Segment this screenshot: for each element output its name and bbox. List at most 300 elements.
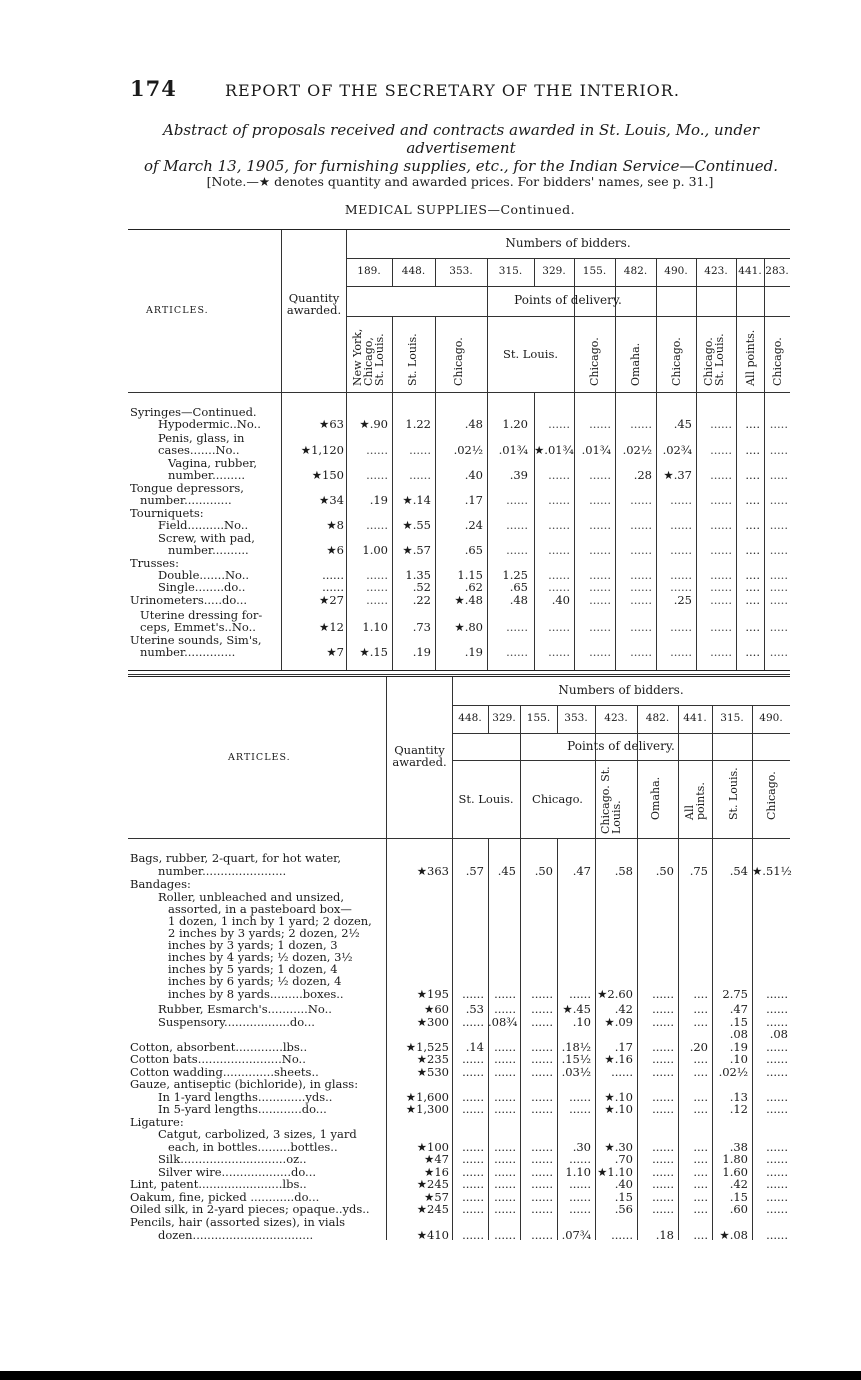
price-cell: ...... bbox=[494, 1140, 516, 1154]
price-cell: ...... bbox=[589, 593, 611, 607]
bidder-number: 490. bbox=[759, 712, 783, 724]
quantity-awarded: ★12 bbox=[319, 620, 344, 634]
price-cell: ...... bbox=[611, 1065, 633, 1079]
article-label: cases.......No.. bbox=[158, 443, 240, 457]
price-cell: ...... bbox=[531, 1040, 553, 1054]
point-of-delivery: St. Louis. bbox=[406, 333, 419, 386]
price-cell: ...... bbox=[462, 1177, 484, 1191]
price-cell: ...... bbox=[710, 443, 732, 457]
report-title: REPORT OF THE SECRETARY OF THE INTERIOR. bbox=[224, 81, 680, 100]
price-cell: .47 bbox=[729, 1002, 748, 1016]
price-cell: ...... bbox=[494, 1052, 516, 1066]
price-cell: ★.15 bbox=[359, 645, 388, 659]
price-cell: .39 bbox=[509, 468, 528, 482]
price-cell: ...... bbox=[462, 1102, 484, 1116]
price-cell: ..... bbox=[769, 645, 788, 659]
price-cell: .62 bbox=[464, 580, 483, 594]
price-cell: ...... bbox=[531, 1102, 553, 1116]
price-cell: .10 bbox=[729, 1052, 748, 1066]
price-cell: ...... bbox=[766, 987, 788, 1001]
price-cell: .50 bbox=[655, 864, 674, 878]
point-of-delivery: St. Louis. bbox=[727, 767, 740, 820]
price-cell: ...... bbox=[531, 1165, 553, 1179]
price-cell: ...... bbox=[531, 1065, 553, 1079]
price-cell: ...... bbox=[652, 1015, 674, 1029]
article-label: ceps, Emmet's..No.. bbox=[140, 620, 256, 634]
divider bbox=[696, 258, 697, 670]
bidder-number: 329. bbox=[492, 712, 516, 724]
price-cell: .73 bbox=[412, 620, 431, 634]
price-cell: ...... bbox=[766, 1002, 788, 1016]
price-cell: ...... bbox=[569, 1152, 591, 1166]
article-label: Oakum, fine, picked ............do... bbox=[130, 1190, 320, 1204]
bidder-number: 448. bbox=[458, 712, 482, 724]
price-cell: ...... bbox=[652, 1040, 674, 1054]
price-cell: .15½ bbox=[561, 1052, 591, 1066]
price-cell: .... bbox=[693, 1102, 708, 1116]
price-cell: .08 bbox=[729, 1027, 748, 1041]
points-header: Points of delivery. bbox=[514, 293, 622, 307]
quantity-awarded: ★300 bbox=[416, 1015, 449, 1029]
quantity-awarded: ★57 bbox=[424, 1190, 449, 1204]
price-cell: ...... bbox=[531, 1228, 553, 1242]
price-cell: .14 bbox=[465, 1040, 484, 1054]
article-label: Vagina, rubber, bbox=[168, 456, 258, 470]
price-cell: ...... bbox=[589, 493, 611, 507]
price-cell: ...... bbox=[548, 493, 570, 507]
price-cell: ★1.10 bbox=[597, 1165, 633, 1179]
price-cell: ...... bbox=[548, 543, 570, 557]
price-cell: .40 bbox=[464, 468, 483, 482]
price-cell: ...... bbox=[670, 620, 692, 634]
quantity-awarded: ★47 bbox=[424, 1152, 449, 1166]
price-cell: .... bbox=[745, 645, 760, 659]
price-cell: ...... bbox=[766, 1140, 788, 1154]
article-label: Suspensory..................do... bbox=[158, 1015, 315, 1029]
price-cell: ...... bbox=[652, 1165, 674, 1179]
price-cell: ...... bbox=[589, 417, 611, 431]
price-cell: .18 bbox=[655, 1228, 674, 1242]
quantity-awarded: ★530 bbox=[416, 1065, 449, 1079]
price-cell: ..... bbox=[769, 543, 788, 557]
price-cell: .57 bbox=[465, 864, 484, 878]
article-label: number............. bbox=[140, 493, 232, 507]
price-cell: .45 bbox=[497, 864, 516, 878]
price-cell: ...... bbox=[494, 1152, 516, 1166]
bidder-number: 441. bbox=[683, 712, 707, 724]
article-label: Catgut, carbolized, 3 sizes, 1 yard bbox=[158, 1127, 357, 1141]
point-of-delivery: Chicago. bbox=[765, 771, 778, 820]
price-cell: ...... bbox=[531, 1015, 553, 1029]
divider bbox=[392, 316, 393, 670]
bidder-number: 353. bbox=[564, 712, 588, 724]
price-cell: .50 bbox=[534, 864, 553, 878]
divider bbox=[435, 316, 436, 670]
price-cell: ...... bbox=[462, 1228, 484, 1242]
article-label: number.............. bbox=[140, 645, 236, 659]
point-of-delivery: New York, Chicago, St. Louis. bbox=[351, 328, 386, 386]
price-cell: ...... bbox=[494, 1090, 516, 1104]
quantity-awarded: ★245 bbox=[416, 1202, 449, 1216]
price-cell: ...... bbox=[494, 1228, 516, 1242]
point-of-delivery: All points. bbox=[744, 329, 757, 386]
price-cell: .60 bbox=[729, 1202, 748, 1216]
bidder-number: 482. bbox=[623, 265, 648, 277]
price-cell: ..... bbox=[769, 493, 788, 507]
price-cell: 1.60 bbox=[722, 1165, 748, 1179]
price-cell: ...... bbox=[766, 1228, 788, 1242]
price-cell: ...... bbox=[589, 468, 611, 482]
price-cell: .02½ bbox=[622, 443, 652, 457]
price-cell: .... bbox=[745, 493, 760, 507]
price-cell: ...... bbox=[630, 580, 652, 594]
price-cell: .02½ bbox=[453, 443, 483, 457]
price-cell: ...... bbox=[462, 1202, 484, 1216]
price-cell: .75 bbox=[689, 864, 708, 878]
article-label: Hypodermic..No.. bbox=[158, 417, 261, 431]
point-of-delivery: Chicago. bbox=[452, 337, 465, 386]
divider bbox=[656, 258, 657, 670]
price-cell: ...... bbox=[409, 468, 431, 482]
price-cell: .01¾ bbox=[498, 443, 528, 457]
price-cell: .... bbox=[693, 1228, 708, 1242]
page-header bbox=[130, 76, 790, 101]
price-cell: .... bbox=[693, 1190, 708, 1204]
price-cell: ...... bbox=[569, 1102, 591, 1116]
price-cell: ...... bbox=[531, 987, 553, 1001]
price-cell: .12 bbox=[729, 1102, 748, 1116]
price-cell: .10 bbox=[572, 1015, 591, 1029]
price-cell: ...... bbox=[710, 645, 732, 659]
price-cell: ...... bbox=[548, 518, 570, 532]
price-cell: ...... bbox=[652, 1152, 674, 1166]
divider bbox=[346, 316, 790, 317]
article-label: Cotton bats.......................No.. bbox=[130, 1052, 306, 1066]
price-cell: .19 bbox=[412, 645, 431, 659]
price-cell: ...... bbox=[710, 468, 732, 482]
price-cell: .30 bbox=[572, 1140, 591, 1154]
price-cell: ...... bbox=[462, 1152, 484, 1166]
price-cell: ...... bbox=[494, 987, 516, 1001]
bidder-number: 423. bbox=[704, 265, 728, 277]
price-cell: ...... bbox=[670, 518, 692, 532]
price-cell: .... bbox=[693, 1140, 708, 1154]
note: [Note.—★ denotes quantity and awarded prices. For bidders' names, see p. 31.] bbox=[206, 174, 714, 189]
price-cell: ...... bbox=[494, 1177, 516, 1191]
price-cell: ★.10 bbox=[604, 1102, 633, 1116]
price-cell: ...... bbox=[670, 493, 692, 507]
quantity-awarded: ★195 bbox=[416, 987, 449, 1001]
article-label: Double.......No.. bbox=[158, 568, 250, 582]
price-cell: ...... bbox=[652, 1190, 674, 1204]
price-cell: .... bbox=[693, 1202, 708, 1216]
price-cell: ...... bbox=[506, 620, 528, 634]
price-cell: ...... bbox=[710, 620, 732, 634]
quantity-awarded: ★150 bbox=[311, 468, 344, 482]
article-label: Gauze, antiseptic (bichloride), in glass: bbox=[130, 1077, 359, 1091]
bidder-number: 490. bbox=[664, 265, 688, 277]
article-label: Uterine dressing for- bbox=[140, 608, 263, 622]
price-cell: ...... bbox=[630, 568, 652, 582]
point-of-delivery: Omaha. bbox=[649, 776, 662, 820]
article-label: Bags, rubber, 2-quart, for hot water, bbox=[130, 851, 342, 865]
price-cell: ...... bbox=[531, 1140, 553, 1154]
bidder-number: 423. bbox=[604, 712, 628, 724]
article-label: number.......... bbox=[168, 543, 249, 557]
price-cell: .25 bbox=[673, 593, 692, 607]
price-cell: ...... bbox=[710, 417, 732, 431]
price-cell: ...... bbox=[531, 1202, 553, 1216]
price-cell: ...... bbox=[506, 543, 528, 557]
article-label: dozen................................. bbox=[158, 1228, 314, 1242]
price-cell: ★.80 bbox=[454, 620, 483, 634]
price-cell: .65 bbox=[464, 543, 483, 557]
price-cell: .08 bbox=[769, 1027, 788, 1041]
price-cell: ...... bbox=[462, 1140, 484, 1154]
price-cell: ...... bbox=[462, 987, 484, 1001]
article-label: inches by 4 yards; ½ dozen, 3½ bbox=[168, 950, 353, 964]
price-cell: .19 bbox=[369, 493, 388, 507]
price-cell: .... bbox=[693, 1002, 708, 1016]
quantity-awarded: ★7 bbox=[326, 645, 344, 659]
price-cell: ...... bbox=[611, 1228, 633, 1242]
price-cell: .02½ bbox=[718, 1065, 748, 1079]
quantity-awarded: ★8 bbox=[326, 518, 344, 532]
bidder-number: 329. bbox=[542, 265, 566, 277]
article-label: inches by 8 yards.........boxes.. bbox=[168, 987, 344, 1001]
price-cell: .52 bbox=[412, 580, 431, 594]
price-cell: ...... bbox=[531, 1190, 553, 1204]
price-cell: ...... bbox=[548, 417, 570, 431]
article-label: Field..........No.. bbox=[158, 518, 249, 532]
divider bbox=[452, 733, 790, 734]
quantity-awarded: ★245 bbox=[416, 1177, 449, 1191]
price-cell: ...... bbox=[766, 1190, 788, 1204]
price-cell: .... bbox=[745, 518, 760, 532]
price-cell: ...... bbox=[766, 1090, 788, 1104]
point-of-delivery: Chicago. bbox=[588, 337, 601, 386]
article-label: Silk.............................oz.. bbox=[158, 1152, 307, 1166]
price-cell: .53 bbox=[465, 1002, 484, 1016]
price-cell: ★.16 bbox=[604, 1052, 633, 1066]
price-cell: ...... bbox=[766, 1015, 788, 1029]
price-cell: ..... bbox=[769, 417, 788, 431]
price-cell: .47 bbox=[572, 864, 591, 878]
price-cell: ...... bbox=[589, 568, 611, 582]
price-cell: ...... bbox=[494, 1102, 516, 1116]
article-label: Tourniquets: bbox=[130, 506, 204, 520]
article-label: Bandages: bbox=[130, 877, 191, 891]
price-cell: ..... bbox=[769, 593, 788, 607]
price-cell: ...... bbox=[766, 1202, 788, 1216]
article-label: In 1-yard lengths.............yds.. bbox=[158, 1090, 333, 1104]
price-cell: ...... bbox=[589, 580, 611, 594]
price-cell: ...... bbox=[589, 543, 611, 557]
article-label: Lint, patent.......................lbs.. bbox=[130, 1177, 307, 1191]
article-label: 1 dozen, 1 inch by 1 yard; 2 dozen, bbox=[168, 914, 372, 928]
price-cell: ...... bbox=[366, 468, 388, 482]
price-cell: .65 bbox=[509, 580, 528, 594]
price-cell: ...... bbox=[710, 593, 732, 607]
articles-header: ARTICLES. bbox=[228, 752, 291, 763]
point-of-delivery: Chicago. bbox=[532, 792, 583, 806]
price-cell: ...... bbox=[548, 620, 570, 634]
price-cell: ★.48 bbox=[454, 593, 483, 607]
price-cell: ...... bbox=[531, 1152, 553, 1166]
price-cell: ...... bbox=[710, 580, 732, 594]
price-cell: ...... bbox=[366, 593, 388, 607]
price-cell: ...... bbox=[652, 987, 674, 1001]
price-cell: .01¾ bbox=[581, 443, 611, 457]
price-cell: .28 bbox=[633, 468, 652, 482]
abstract-line-1: Abstract of proposals received and contracts awarded in St. Louis, Mo., under advertisement bbox=[162, 121, 759, 157]
price-cell: .... bbox=[745, 568, 760, 582]
price-cell: ★.14 bbox=[402, 493, 431, 507]
price-cell: ★2.60 bbox=[597, 987, 633, 1001]
point-of-delivery: All points. bbox=[683, 782, 707, 820]
price-cell: .17 bbox=[614, 1040, 633, 1054]
price-cell: ...... bbox=[670, 580, 692, 594]
quantity-header: Quantity awarded. bbox=[286, 291, 342, 317]
bidder-number: 315. bbox=[720, 712, 744, 724]
divider bbox=[574, 258, 575, 670]
price-cell: 2.75 bbox=[722, 987, 748, 1001]
bidders-header: Numbers of bidders. bbox=[558, 683, 684, 697]
price-cell: .03½ bbox=[561, 1065, 591, 1079]
price-cell: ...... bbox=[531, 1052, 553, 1066]
article-label: Oiled silk, in 2-yard pieces; opaque..yds.. bbox=[130, 1202, 370, 1216]
article-label: Uterine sounds, Sim's, bbox=[130, 633, 262, 647]
price-cell: .... bbox=[693, 1052, 708, 1066]
quantity-awarded: ★235 bbox=[416, 1052, 449, 1066]
price-cell: ...... bbox=[766, 1052, 788, 1066]
price-cell: .40 bbox=[614, 1177, 633, 1191]
price-cell: ...... bbox=[494, 1002, 516, 1016]
price-cell: ...... bbox=[652, 1090, 674, 1104]
point-of-delivery: St. Louis. bbox=[502, 347, 558, 361]
price-cell: .58 bbox=[614, 864, 633, 878]
price-cell: .48 bbox=[509, 593, 528, 607]
bidders-header: Numbers of bidders. bbox=[505, 236, 631, 250]
point-of-delivery: Omaha. bbox=[629, 342, 642, 386]
price-cell: .... bbox=[693, 1090, 708, 1104]
price-cell: .42 bbox=[729, 1177, 748, 1191]
price-cell: .15 bbox=[729, 1190, 748, 1204]
price-cell: 1.35 bbox=[405, 568, 431, 582]
bidder-number: 353. bbox=[449, 265, 473, 277]
price-cell: .45 bbox=[673, 417, 692, 431]
quantity-awarded: ★100 bbox=[416, 1140, 449, 1154]
article-label: Trusses: bbox=[130, 556, 179, 570]
price-cell: ...... bbox=[652, 1102, 674, 1116]
price-cell: 1.80 bbox=[722, 1152, 748, 1166]
price-cell: .15 bbox=[614, 1190, 633, 1204]
article-label: each, in bottles.........bottles.. bbox=[168, 1140, 338, 1154]
price-cell: ...... bbox=[494, 1202, 516, 1216]
bidder-number: 189. bbox=[357, 265, 381, 277]
price-cell: ...... bbox=[494, 1190, 516, 1204]
price-cell: ★.10 bbox=[604, 1090, 633, 1104]
price-cell: 1.10 bbox=[362, 620, 388, 634]
price-cell: ...... bbox=[710, 543, 732, 557]
article-label: Screw, with pad, bbox=[158, 531, 255, 545]
page-number: 174 bbox=[130, 76, 177, 101]
price-cell: ..... bbox=[769, 468, 788, 482]
price-cell: .13 bbox=[729, 1090, 748, 1104]
article-label: Rubber, Esmarch's...........No.. bbox=[158, 1002, 332, 1016]
price-cell: ..... bbox=[769, 580, 788, 594]
price-cell: ...... bbox=[766, 1165, 788, 1179]
price-cell: ...... bbox=[531, 1002, 553, 1016]
price-cell: .... bbox=[745, 417, 760, 431]
price-cell: ...... bbox=[506, 518, 528, 532]
price-cell: ...... bbox=[548, 645, 570, 659]
price-cell: .40 bbox=[551, 593, 570, 607]
divider bbox=[346, 286, 790, 287]
abstract-heading bbox=[126, 121, 796, 175]
divider bbox=[736, 258, 737, 670]
price-cell: .07¾ bbox=[561, 1228, 591, 1242]
quantity-awarded: ★410 bbox=[416, 1228, 449, 1242]
abstract-line-2: of March 13, 1905, for furnishing supplies, etc., for the Indian Service—Continued. bbox=[143, 157, 779, 175]
quantity-awarded: ★27 bbox=[319, 593, 344, 607]
divider bbox=[487, 258, 488, 670]
price-cell: 1.00 bbox=[362, 543, 388, 557]
price-cell: .... bbox=[745, 580, 760, 594]
price-cell: ...... bbox=[569, 987, 591, 1001]
price-cell: ...... bbox=[766, 1177, 788, 1191]
bidder-number: 283. bbox=[765, 265, 789, 277]
article-label: number....................... bbox=[158, 864, 287, 878]
price-cell: ...... bbox=[630, 620, 652, 634]
price-cell: .42 bbox=[614, 1002, 633, 1016]
price-cell: .... bbox=[693, 1015, 708, 1029]
price-cell: ...... bbox=[652, 1140, 674, 1154]
price-cell: ...... bbox=[630, 518, 652, 532]
price-cell: 1.22 bbox=[405, 417, 431, 431]
price-cell: ...... bbox=[652, 1052, 674, 1066]
quantity-awarded: ...... bbox=[322, 580, 344, 594]
divider bbox=[128, 392, 790, 393]
article-label: Silver wire...................do... bbox=[158, 1165, 317, 1179]
point-of-delivery: Chicago. St. Louis. bbox=[702, 333, 726, 386]
article-label: Urinometers.....do... bbox=[130, 593, 248, 607]
price-cell: .54 bbox=[729, 864, 748, 878]
price-cell: 1.20 bbox=[502, 417, 528, 431]
divider bbox=[764, 258, 765, 670]
price-cell: ...... bbox=[462, 1190, 484, 1204]
article-label: inches by 3 yards; 1 dozen, 3 bbox=[168, 938, 338, 952]
price-cell: 1.25 bbox=[502, 568, 528, 582]
quantity-awarded: ★1,600 bbox=[405, 1090, 449, 1104]
price-cell: ...... bbox=[652, 1202, 674, 1216]
quantity-awarded: ★60 bbox=[424, 1002, 449, 1016]
price-cell: .... bbox=[745, 443, 760, 457]
price-cell: .17 bbox=[464, 493, 483, 507]
price-cell: .... bbox=[745, 543, 760, 557]
price-cell: 1.10 bbox=[565, 1165, 591, 1179]
article-label: Cotton wadding..............sheets.. bbox=[130, 1065, 319, 1079]
price-cell: ...... bbox=[670, 543, 692, 557]
price-cell: ...... bbox=[366, 568, 388, 582]
price-cell: ...... bbox=[766, 1102, 788, 1116]
price-cell: ★.55 bbox=[402, 518, 431, 532]
price-cell: ...... bbox=[462, 1165, 484, 1179]
price-cell: ★.37 bbox=[663, 468, 692, 482]
price-cell: ...... bbox=[462, 1090, 484, 1104]
price-cell: ...... bbox=[710, 518, 732, 532]
article-label: Tongue depressors, bbox=[130, 481, 244, 495]
